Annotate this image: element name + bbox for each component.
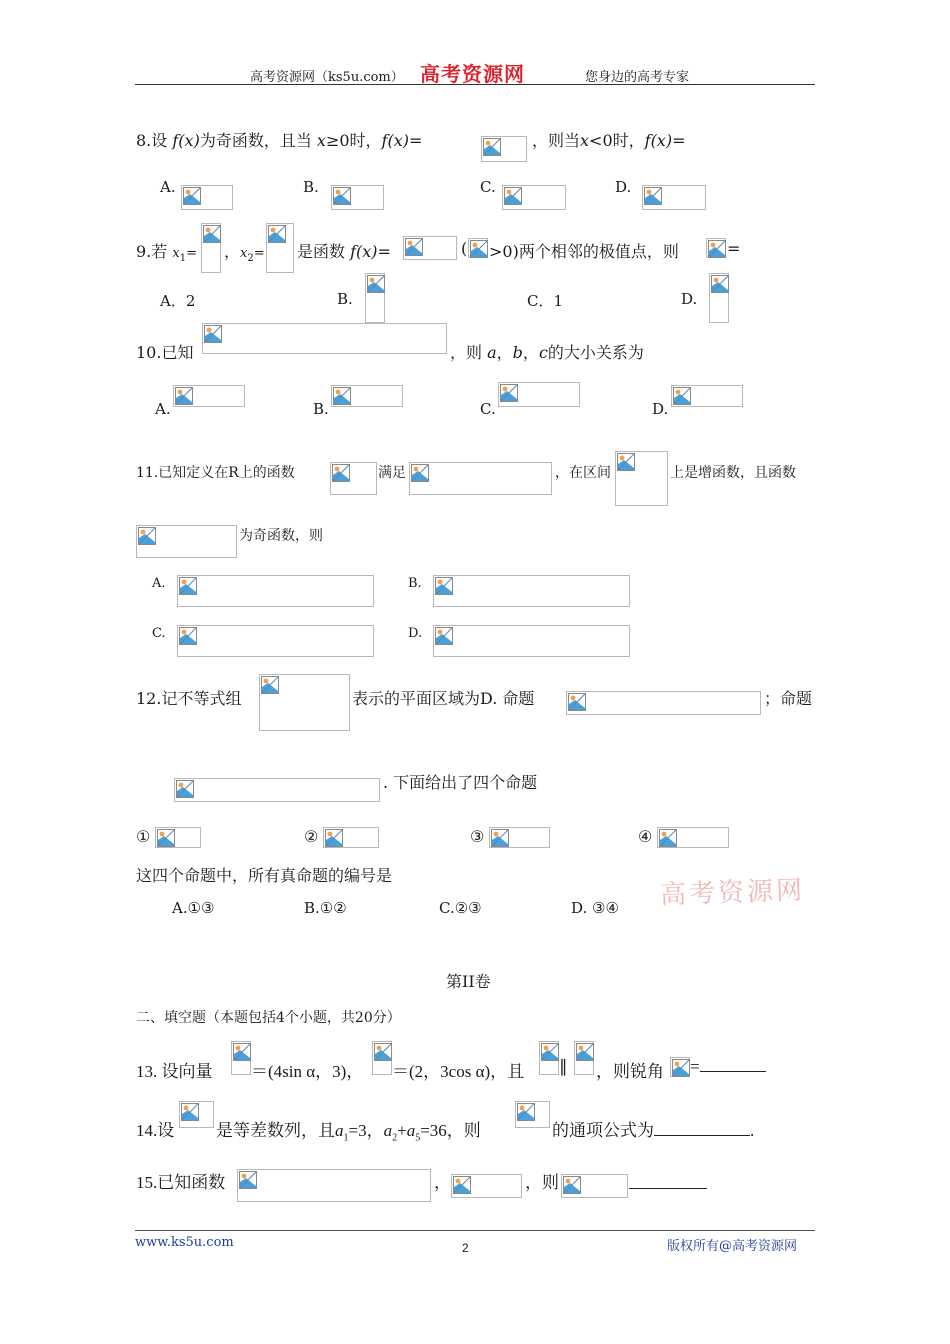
header-logo: 高考资源网 — [420, 62, 525, 86]
footer-rule — [135, 1230, 815, 1231]
formula-image — [670, 1057, 690, 1077]
formula-image — [657, 827, 729, 848]
answer-blank — [654, 1121, 750, 1136]
q12-option-b: B.①② — [304, 899, 347, 917]
q12-prop-4: ④ — [638, 827, 653, 846]
broken-image-icon — [517, 1103, 535, 1121]
q14-stem-2: 是等差数列，且$a_1=3$，$a_2+a_5=36$，则 — [216, 1121, 481, 1144]
broken-image-icon — [204, 325, 222, 343]
formula-image — [174, 778, 380, 802]
formula-image — [706, 238, 726, 258]
q14-stem-1: 14.设 — [136, 1121, 175, 1140]
broken-image-icon — [203, 225, 221, 243]
q11-stem-1: 11.已知定义在R上的函数 — [136, 465, 295, 481]
broken-image-icon — [435, 627, 453, 645]
formula-image — [177, 575, 374, 607]
q12-option-a: A.①③ — [172, 899, 215, 917]
q11-stem-2: 满足 — [378, 465, 406, 481]
formula-image — [502, 185, 566, 210]
formula-image — [481, 136, 527, 162]
formula-image — [671, 385, 743, 407]
formula-image — [179, 1101, 214, 1128]
formula-image — [498, 382, 580, 407]
q13-stem-4: ，则锐角 — [596, 1062, 664, 1081]
q10-option-c: C. — [480, 400, 496, 418]
q12-stem-4: . 下面给出了四个命题 — [383, 773, 538, 792]
q9-option-a: A．2 — [160, 292, 196, 310]
q11-option-c: C. — [152, 626, 166, 641]
q12-prop-2: ② — [304, 827, 319, 846]
formula-image — [433, 575, 630, 607]
q12-option-d: D. ③④ — [571, 899, 619, 917]
formula-image — [561, 1174, 628, 1198]
broken-image-icon — [183, 187, 201, 205]
q10-stem-1: 10.已知 — [136, 343, 194, 362]
formula-image — [615, 451, 668, 506]
formula-image — [451, 1174, 522, 1198]
broken-image-icon — [157, 829, 175, 847]
formula-image — [566, 691, 761, 715]
q14-stem-3: 的通项公式为 . — [552, 1121, 755, 1140]
formula-image — [574, 1041, 594, 1075]
q10-stem-2: ，则 a，b，c的大小关系为 — [450, 343, 644, 362]
formula-image — [409, 462, 552, 495]
formula-image — [331, 185, 384, 210]
q10-option-d: D. — [652, 400, 669, 418]
broken-image-icon — [491, 829, 509, 847]
broken-image-icon — [374, 1043, 392, 1061]
answer-blank — [700, 1057, 766, 1072]
section-heading: 二、填空题（本题包括4个小题，共20分） — [136, 1010, 401, 1026]
q8-stem: 8.设 f(x)为奇函数，且当 x≥0时，f(x)= — [136, 131, 423, 150]
q8-stem-tail: ，则当x<0时，f(x)= — [532, 131, 686, 150]
broken-image-icon — [673, 387, 691, 405]
broken-image-icon — [617, 453, 635, 471]
part2-title: 第II卷 — [446, 972, 491, 991]
formula-image — [202, 323, 447, 354]
broken-image-icon — [239, 1171, 257, 1189]
broken-image-icon — [181, 1103, 199, 1121]
q13-answer: = — [690, 1057, 766, 1077]
formula-image — [136, 525, 237, 558]
broken-image-icon — [325, 829, 343, 847]
q13-stem-3: ＝(2，3cos α)，且 — [392, 1062, 525, 1081]
broken-image-icon — [333, 187, 351, 205]
broken-image-icon — [175, 387, 193, 405]
broken-image-icon — [576, 1043, 594, 1061]
formula-image — [515, 1101, 550, 1128]
q12-prop-1: ① — [136, 827, 151, 846]
watermark: 高考资源网 — [659, 875, 806, 911]
q8-option-c: C. — [480, 178, 496, 196]
broken-image-icon — [176, 780, 194, 798]
broken-image-icon — [711, 275, 729, 293]
broken-image-icon — [435, 577, 453, 595]
q9-option-c: C．1 — [527, 292, 564, 310]
formula-image — [365, 273, 385, 323]
q11-stem-3: ，在区间 — [555, 465, 611, 481]
broken-image-icon — [568, 693, 586, 711]
formula-image — [155, 827, 201, 848]
broken-image-icon — [504, 187, 522, 205]
q11-option-d: D. — [408, 626, 423, 641]
q9-stem-2: ，$x_2=$ — [224, 242, 265, 265]
broken-image-icon — [672, 1059, 690, 1077]
q10-option-a: A. — [155, 400, 171, 418]
formula-image — [323, 827, 379, 848]
footer-link[interactable]: www.ks5u.com — [135, 1235, 234, 1250]
formula-image — [331, 385, 403, 407]
broken-image-icon — [179, 627, 197, 645]
formula-image — [231, 1041, 251, 1075]
formula-image — [181, 185, 233, 210]
broken-image-icon — [659, 829, 677, 847]
broken-image-icon — [453, 1176, 471, 1194]
q15-stem-1: 15.已知函数 — [136, 1173, 226, 1192]
formula-image — [709, 273, 729, 323]
formula-image — [372, 1041, 392, 1075]
broken-image-icon — [563, 1176, 581, 1194]
q8-option-d: D. — [615, 178, 632, 196]
broken-image-icon — [233, 1043, 251, 1061]
formula-image — [433, 625, 630, 657]
broken-image-icon — [470, 240, 488, 258]
q12-stem-2: 表示的平面区域为D. 命题 — [352, 689, 535, 708]
broken-image-icon — [405, 238, 423, 256]
formula-image — [237, 1169, 431, 1202]
broken-image-icon — [333, 387, 351, 405]
footer-copyright: 版权所有@高考资源网 — [667, 1239, 798, 1254]
q15-stem-2: ，则 — [525, 1173, 559, 1192]
q9-stem-4: >0)两个相邻的极值点，则 — [489, 242, 679, 261]
q12-stem-1: 12.记不等式组 — [136, 689, 242, 708]
q12-option-c: C.②③ — [439, 899, 482, 917]
q13-stem-2: ＝(4sin α，3)， — [251, 1062, 364, 1081]
broken-image-icon — [179, 577, 197, 595]
q12-stem-5: 这四个命题中，所有真命题的编号是 — [136, 866, 393, 885]
formula-image — [201, 223, 221, 273]
broken-image-icon — [483, 138, 501, 156]
formula-image — [173, 385, 245, 407]
q12-prop-3: ③ — [470, 827, 485, 846]
header-rule — [135, 84, 815, 85]
q13-parallel: ∥ — [559, 1057, 568, 1076]
broken-image-icon — [708, 240, 726, 258]
header-right: 您身边的高考专家 — [585, 70, 690, 85]
broken-image-icon — [367, 275, 385, 293]
q8-option-b: B. — [303, 178, 319, 196]
broken-image-icon — [138, 527, 156, 545]
q11-stem-4: 上是增函数，且函数 — [670, 465, 796, 481]
q9-equals: = — [727, 239, 741, 258]
broken-image-icon — [500, 384, 518, 402]
q13-stem-1: 13. 设向量 — [136, 1062, 213, 1081]
formula-image — [177, 625, 374, 657]
formula-image — [468, 238, 488, 258]
answer-blank — [629, 1173, 707, 1189]
q9-stem-1: 9.若 $x_1=$ — [136, 242, 197, 265]
formula-image — [539, 1041, 559, 1075]
broken-image-icon — [332, 464, 350, 482]
q11-option-b: B. — [408, 576, 422, 591]
broken-image-icon — [268, 225, 286, 243]
q10-option-b: B. — [313, 400, 329, 418]
q11-option-a: A. — [152, 576, 166, 591]
page-number: 2 — [462, 1241, 469, 1255]
q11-stem-5: 为奇函数，则 — [239, 528, 323, 544]
q9-option-b: B. — [337, 290, 353, 308]
formula-image — [642, 185, 706, 210]
q9-stem-3: 是函数 f(x)= — [297, 242, 391, 261]
broken-image-icon — [261, 676, 279, 694]
formula-image — [330, 462, 377, 495]
formula-image — [266, 223, 294, 273]
q9-option-d: D. — [681, 290, 698, 308]
q15-comma: ， — [434, 1173, 451, 1192]
q12-stem-3: ；命题 — [764, 689, 813, 708]
q9-paren: ( — [461, 239, 468, 258]
broken-image-icon — [541, 1043, 559, 1061]
broken-image-icon — [411, 464, 429, 482]
q8-option-a: A. — [160, 178, 176, 196]
formula-image — [259, 674, 350, 731]
formula-image — [489, 827, 550, 848]
broken-image-icon — [644, 187, 662, 205]
header-left: 高考资源网（ks5u.com） — [250, 70, 404, 85]
formula-image — [403, 236, 457, 260]
